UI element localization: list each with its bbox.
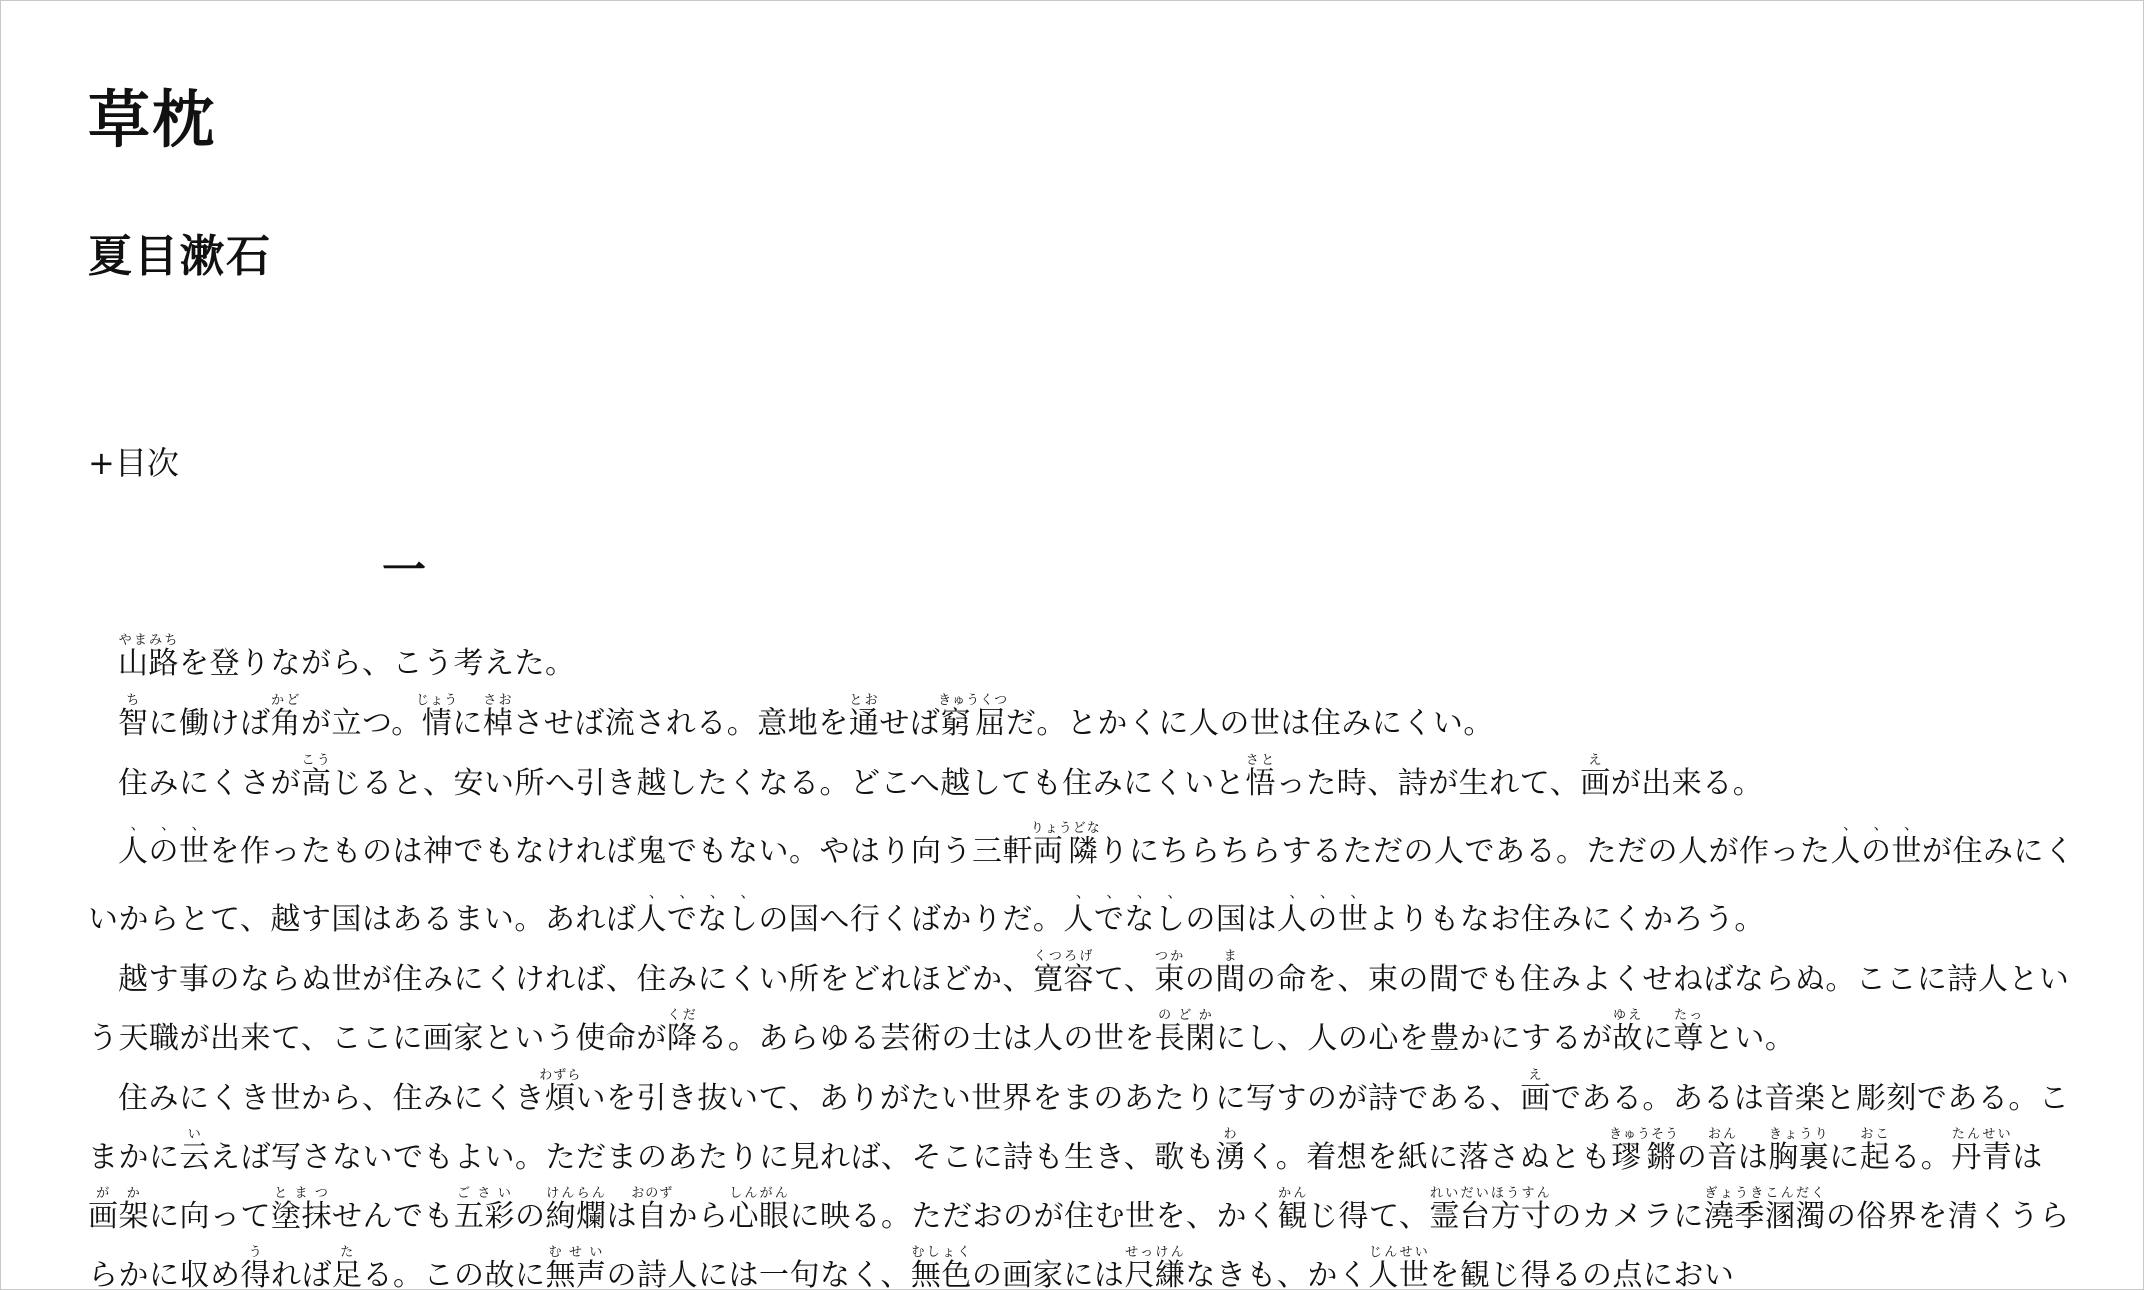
ruby-reading: おのず bbox=[631, 1186, 674, 1201]
ruby-word bbox=[1215, 949, 1246, 997]
text-run: る。この故に bbox=[362, 1258, 546, 1290]
ruby-word bbox=[1608, 1127, 1679, 1175]
text-run: の命を、束の間でも住みよくせねばならぬ。ここに詩人という天職が出来て、ここに画家という使命が bbox=[88, 962, 2070, 1056]
text-run: させば流される。意地を bbox=[513, 706, 849, 741]
ruby-base: 云 bbox=[179, 1140, 210, 1175]
text-run: の bbox=[1676, 1140, 1708, 1175]
ruby-word bbox=[1215, 1127, 1246, 1175]
text-run: の国へ行くばかりだ。 bbox=[758, 902, 1064, 937]
ruby-word bbox=[1277, 1186, 1309, 1234]
ruby-word bbox=[545, 1245, 607, 1290]
ruby-word bbox=[938, 693, 1009, 741]
ruby-word bbox=[1951, 1127, 2013, 1175]
ruby-reading: れいだいほうすん bbox=[1429, 1186, 1552, 1201]
text-run: が住みにくいからとて、越す国はあるまい。あれば bbox=[88, 834, 2075, 937]
ruby-reading: こう bbox=[301, 753, 332, 768]
text-run: が立つ。 bbox=[301, 706, 422, 741]
text-run: にし、人の心を豊かにするが bbox=[1215, 1021, 1613, 1056]
ruby-base: 自 bbox=[631, 1199, 674, 1234]
ruby-base: 音 bbox=[1707, 1140, 1738, 1175]
ruby-base: 無色 bbox=[910, 1258, 972, 1290]
ruby-base: 画架 bbox=[88, 1199, 149, 1234]
text-run: を作ったものは神でもなければ鬼でもない。やはり向う三軒 bbox=[209, 834, 1033, 869]
ruby-base: 無声 bbox=[545, 1258, 607, 1290]
ruby-base: 両隣 bbox=[1030, 834, 1101, 869]
ruby-word bbox=[1030, 821, 1101, 869]
ruby-base: 人世 bbox=[1368, 1258, 1430, 1290]
text-run: 越す事のならぬ世が住みにくければ、住みにくい所をどれほどか、 bbox=[118, 962, 1033, 997]
ruby-reading: おこ bbox=[1859, 1127, 1891, 1142]
ruby-word bbox=[454, 1186, 515, 1234]
ruby-reading: ごさい bbox=[454, 1186, 515, 1201]
text-run: の俗界を清くうららかに収め bbox=[88, 1199, 2070, 1290]
ruby-base: 心眼 bbox=[728, 1199, 790, 1234]
text-run: よりもなお住みにくかろう。 bbox=[1368, 902, 1765, 937]
ruby-word bbox=[482, 693, 514, 741]
ruby-reading: い bbox=[179, 1127, 210, 1142]
ruby-word bbox=[910, 1245, 972, 1290]
text-run: に bbox=[452, 706, 483, 741]
text-run: く。着想を紙に落さぬとも bbox=[1245, 1140, 1612, 1175]
text-run: いを引き抜いて、ありがたい世界をまのあたりに写すのが詩である、 bbox=[575, 1081, 1521, 1116]
ruby-word bbox=[1768, 1127, 1830, 1175]
ruby-word bbox=[332, 1245, 363, 1290]
ruby-word bbox=[1429, 1186, 1552, 1234]
ruby-base: 得 bbox=[240, 1258, 271, 1290]
text-run: せんでも bbox=[332, 1199, 454, 1234]
emphasized-text: 人でなし bbox=[636, 902, 759, 937]
ruby-base: 智 bbox=[118, 706, 149, 741]
body-text bbox=[88, 633, 2098, 1290]
ruby-reading: くつろげ bbox=[1033, 949, 1094, 964]
ruby-base: 丹青 bbox=[1951, 1140, 2013, 1175]
ruby-word bbox=[301, 753, 332, 801]
ruby-reading: むしょく bbox=[910, 1245, 972, 1260]
ruby-reading: わ bbox=[1215, 1127, 1246, 1142]
ruby-base: 通 bbox=[848, 706, 880, 741]
emphasized-text: 人でなし bbox=[1063, 902, 1186, 937]
ruby-base: 山路 bbox=[118, 646, 179, 681]
ruby-reading: きょうり bbox=[1768, 1127, 1830, 1142]
ruby-reading: さと bbox=[1245, 753, 1276, 768]
text-run: は bbox=[606, 1199, 637, 1234]
paragraph bbox=[88, 753, 2098, 813]
text-run: を観じ得るの点におい bbox=[1429, 1258, 1735, 1290]
ruby-reading: のどか bbox=[1154, 1008, 1216, 1023]
text-run: に働けば bbox=[148, 706, 271, 741]
ruby-word bbox=[1703, 1186, 1826, 1234]
text-run: じ得て、 bbox=[1308, 1199, 1430, 1234]
ruby-base: 煩 bbox=[539, 1081, 582, 1116]
paragraph bbox=[88, 1068, 2098, 1290]
ruby-word bbox=[271, 1186, 332, 1234]
ruby-word bbox=[1368, 1245, 1430, 1290]
ruby-base: 澆季溷濁 bbox=[1703, 1199, 1826, 1234]
ruby-base: 璆鏘 bbox=[1608, 1140, 1679, 1175]
ruby-reading: くだ bbox=[666, 1008, 698, 1023]
text-run: せば bbox=[879, 706, 941, 741]
paragraph bbox=[88, 949, 2098, 1068]
text-run: から bbox=[667, 1199, 729, 1234]
ruby-word bbox=[1859, 1127, 1891, 1175]
ruby-word bbox=[179, 1127, 211, 1175]
text-run: えば写さないでもよい。ただまのあたりに見れば、そこに詩も生き、歌も bbox=[210, 1140, 1216, 1175]
text-run: である。あるは音楽と彫刻である。こまかに bbox=[88, 1081, 2070, 1175]
text-run: は bbox=[1737, 1140, 1769, 1175]
ruby-reading: かど bbox=[270, 693, 301, 708]
ruby-reading: おん bbox=[1707, 1127, 1738, 1142]
ruby-base: 降 bbox=[666, 1021, 698, 1056]
book-author: 夏目漱石 bbox=[88, 231, 272, 282]
ruby-word bbox=[848, 693, 880, 741]
ruby-word bbox=[1707, 1127, 1738, 1175]
text-run: る。あらゆる芸術の士は人の世を bbox=[697, 1021, 1155, 1056]
ruby-reading: ぎょうきこんだく bbox=[1703, 1186, 1826, 1201]
text-run: の bbox=[515, 1199, 546, 1234]
text-run: て、 bbox=[1094, 962, 1155, 997]
ruby-base: 足 bbox=[332, 1258, 363, 1290]
ruby-base: 塗抹 bbox=[271, 1199, 332, 1234]
ruby-reading: しんがん bbox=[728, 1186, 790, 1201]
ruby-base: 窮屈 bbox=[938, 706, 1009, 741]
ruby-word bbox=[88, 1186, 149, 1234]
text-run: の bbox=[1184, 962, 1216, 997]
ruby-base: 胸裏 bbox=[1768, 1140, 1830, 1175]
ruby-reading: え bbox=[1520, 1068, 1551, 1083]
paragraph bbox=[88, 693, 2098, 753]
text-run: なきも、かく bbox=[1185, 1258, 1369, 1290]
text-run: の画家には bbox=[971, 1258, 1125, 1290]
ruby-base: 観 bbox=[1277, 1199, 1308, 1234]
ruby-word bbox=[666, 1008, 698, 1056]
ruby-word bbox=[1154, 1008, 1216, 1056]
ruby-reading: じょう bbox=[416, 693, 459, 708]
ruby-base: 寛容 bbox=[1033, 962, 1094, 997]
emphasized-text: 人の世 bbox=[1276, 902, 1369, 937]
ruby-base: 束 bbox=[1154, 962, 1185, 997]
ruby-word bbox=[1033, 949, 1094, 997]
text-run: りにちらちらするただの人である。ただの人が作った bbox=[1098, 834, 1831, 869]
ruby-reading: とまつ bbox=[271, 1186, 332, 1201]
ruby-word bbox=[416, 693, 459, 741]
ruby-base: 起 bbox=[1859, 1140, 1891, 1175]
ruby-reading: ま bbox=[1215, 949, 1246, 964]
ruby-base: 霊台方寸 bbox=[1429, 1199, 1552, 1234]
ruby-word bbox=[545, 1186, 607, 1234]
ruby-base: 間 bbox=[1215, 962, 1246, 997]
ruby-word bbox=[1612, 1008, 1643, 1056]
emphasized-text: 人の世 bbox=[1830, 834, 1923, 869]
ruby-word bbox=[631, 1186, 674, 1234]
ruby-base: 角 bbox=[270, 706, 301, 741]
ruby-reading: きゅうそう bbox=[1608, 1127, 1679, 1142]
text-run: を登りながら、こう考えた。 bbox=[179, 646, 576, 681]
ruby-reading: りょうどな bbox=[1030, 821, 1101, 836]
ruby-base: 尺縑 bbox=[1124, 1258, 1186, 1290]
ruby-word bbox=[1673, 1008, 1704, 1056]
ruby-reading: かん bbox=[1277, 1186, 1308, 1201]
text-run: に bbox=[1829, 1140, 1860, 1175]
ruby-reading: とお bbox=[848, 693, 880, 708]
text-run: の国は bbox=[1185, 902, 1277, 937]
text-run: は bbox=[2012, 1140, 2043, 1175]
text-run: に映る。ただおのが住む世を、かく bbox=[789, 1199, 1278, 1234]
text-run: の詩人には一句なく、 bbox=[606, 1258, 911, 1290]
ruby-reading: え bbox=[1580, 753, 1611, 768]
toc-toggle[interactable]: +目次 bbox=[88, 444, 179, 482]
book-title: 草枕 bbox=[88, 83, 217, 156]
ruby-base: 絢爛 bbox=[545, 1199, 607, 1234]
ruby-word bbox=[1580, 753, 1611, 801]
paragraph bbox=[88, 813, 2098, 949]
text-run: とい。 bbox=[1703, 1021, 1796, 1056]
text-run: 住みにくさが bbox=[118, 766, 301, 801]
paragraph bbox=[88, 633, 2098, 693]
text-run: 住みにくき世から、住みにくき bbox=[118, 1081, 545, 1116]
text-run: る。 bbox=[1890, 1140, 1952, 1175]
ruby-base: 情 bbox=[416, 706, 459, 741]
ruby-word bbox=[539, 1068, 582, 1116]
ruby-base: 湧 bbox=[1215, 1140, 1246, 1175]
text-run: った時、詩が生れて、 bbox=[1275, 766, 1581, 801]
text-run: が出来る。 bbox=[1610, 766, 1764, 801]
ruby-base: 棹 bbox=[482, 706, 514, 741]
ruby-reading: やまみち bbox=[118, 633, 179, 648]
ruby-reading: たんせい bbox=[1951, 1127, 2013, 1142]
ruby-base: 尊 bbox=[1673, 1021, 1704, 1056]
text-run: だ。とかくに人の世は住みにくい。 bbox=[1005, 706, 1494, 741]
ruby-word bbox=[1245, 753, 1276, 801]
ruby-reading: けんらん bbox=[545, 1186, 607, 1201]
ruby-reading: さお bbox=[482, 693, 514, 708]
ruby-reading: わずら bbox=[539, 1068, 582, 1083]
ruby-word bbox=[728, 1186, 790, 1234]
ruby-word bbox=[118, 693, 149, 741]
ruby-reading: じんせい bbox=[1368, 1245, 1430, 1260]
ruby-base: 高 bbox=[301, 766, 332, 801]
emphasized-text: 人の世 bbox=[118, 834, 210, 869]
ruby-base: 画 bbox=[1520, 1081, 1551, 1116]
ruby-base: 五彩 bbox=[454, 1199, 515, 1234]
ruby-word bbox=[240, 1245, 272, 1290]
ruby-reading: ち bbox=[118, 693, 149, 708]
ruby-word bbox=[270, 693, 302, 741]
text-run: れば bbox=[271, 1258, 332, 1290]
ruby-base: 長閑 bbox=[1154, 1021, 1216, 1056]
ruby-word bbox=[1520, 1068, 1551, 1116]
ruby-reading: ゆえ bbox=[1612, 1008, 1643, 1023]
ruby-reading: せっけん bbox=[1124, 1245, 1186, 1260]
ruby-base: 悟 bbox=[1245, 766, 1276, 801]
text-run: じると、安い所へ引き越したくなる。どこへ越しても住みにくいと bbox=[331, 766, 1246, 801]
ruby-reading: むせい bbox=[545, 1245, 607, 1260]
ruby-reading: たっ bbox=[1673, 1008, 1704, 1023]
ruby-word bbox=[1124, 1245, 1186, 1290]
ruby-base: 画 bbox=[1580, 766, 1611, 801]
ruby-reading: きゅうくつ bbox=[938, 693, 1009, 708]
ruby-base: 故 bbox=[1612, 1021, 1643, 1056]
text-run: に bbox=[1642, 1021, 1674, 1056]
chapter-heading: 一 bbox=[382, 545, 426, 596]
ruby-reading: がか bbox=[88, 1186, 149, 1201]
text-run: のカメラに bbox=[1551, 1199, 1704, 1234]
ruby-reading: た bbox=[332, 1245, 363, 1260]
ruby-word bbox=[118, 633, 179, 681]
ruby-word bbox=[1154, 949, 1185, 997]
ruby-reading: う bbox=[240, 1245, 271, 1260]
ruby-reading: つか bbox=[1154, 949, 1185, 964]
text-run: に向って bbox=[149, 1199, 271, 1234]
